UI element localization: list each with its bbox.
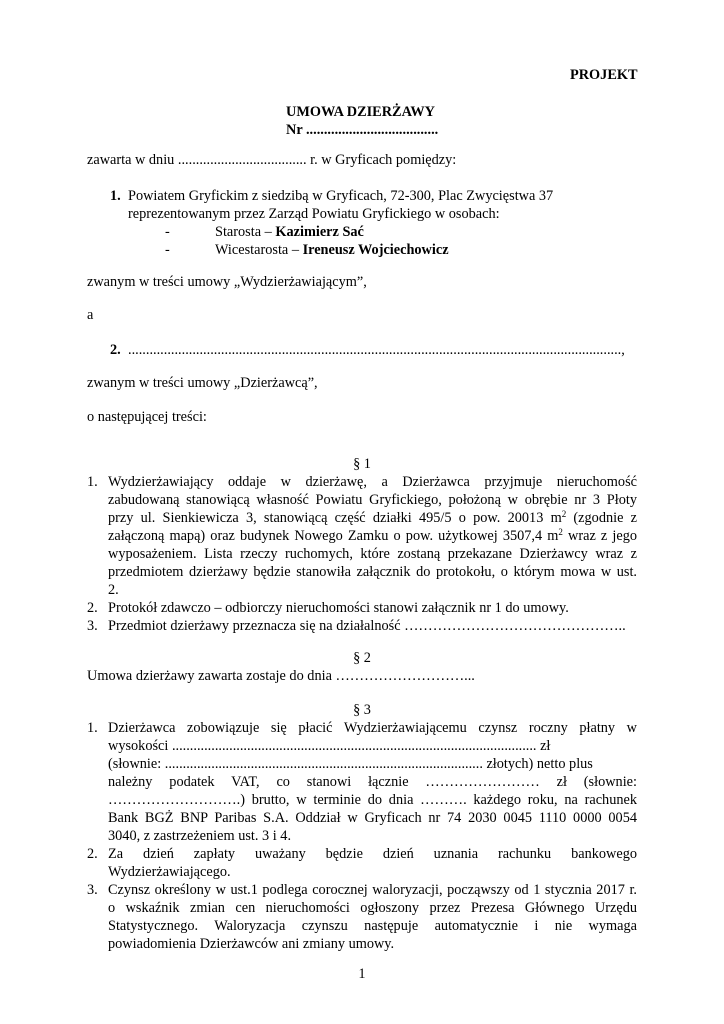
s3-p3-number: 3. bbox=[87, 882, 98, 898]
s1-p2-number: 2. bbox=[87, 600, 98, 616]
party2-number: 2. bbox=[110, 342, 121, 358]
dash-2: - bbox=[165, 242, 170, 258]
s3-p3-line2: o wskaźnik zmian cen nieruchomości ogłoszony przez Prezesa Głównego Urzędu bbox=[108, 900, 637, 916]
intro-line: zawarta w dniu .................................... r. w Gryficach pomiędzy: bbox=[87, 152, 457, 168]
s3-p2-line2: Wydzierżawiającego. bbox=[108, 864, 231, 880]
s1-p1-number: 1. bbox=[87, 474, 98, 490]
party2-blank-line: .........................................................................................................................................., bbox=[128, 342, 625, 358]
s3-p1-number: 1. bbox=[87, 720, 98, 736]
party1-line2: reprezentowanym przez Zarząd Powiatu Gryfickiego w osobach: bbox=[128, 206, 500, 222]
s3-p3-line1: Czynsz określony w ust.1 podlega corocznej waloryzacji, począwszy od 1 stycznia 2017 r. bbox=[108, 882, 637, 898]
section-3-title: § 3 bbox=[353, 702, 371, 718]
s3-p1-line5: ……………………….) brutto, w terminie do dnia ………. każdego roku, na rachunek bbox=[108, 792, 637, 808]
representative-wicestarosta: Wicestarosta – Ireneusz Wojciechowicz bbox=[215, 242, 449, 258]
s3-p1-line1: Dzierżawca zobowiązuje się płacić Wydzierżawiającemu czynsz roczny płatny w bbox=[108, 720, 637, 736]
page-number: 1 bbox=[358, 966, 366, 982]
s3-p2-number: 2. bbox=[87, 846, 98, 862]
s2-text: Umowa dzierżawy zawarta zostaje do dnia ………………………... bbox=[87, 668, 475, 684]
conjunction-a: a bbox=[87, 307, 94, 323]
document-title: UMOWA DZIERŻAWY bbox=[286, 104, 435, 120]
zwanym-dzierzawca: zwanym w treści umowy „Dzierżawcą”, bbox=[87, 375, 318, 391]
s3-p1-line3: (słownie: ......................................................................................... złotych) netto plus bbox=[108, 756, 593, 772]
s3-p1-line2: wysokości ...................................................................................................... zł bbox=[108, 738, 551, 754]
projekt-label: PROJEKT bbox=[570, 67, 638, 83]
zwanym-wydzierzawiajacym: zwanym w treści umowy „Wydzierżawiającym”, bbox=[87, 274, 367, 290]
s1-p3-number: 3. bbox=[87, 618, 98, 634]
party1-line1: Powiatem Gryfickim z siedzibą w Gryficach, 72-300, Plac Zwycięstwa 37 bbox=[128, 188, 554, 204]
s1-p1-line5: wyposażeniem. Lista rzeczy ruchomych, które zostaną przekazane Dzierżawcy wraz z bbox=[108, 546, 637, 562]
section-2-title: § 2 bbox=[353, 650, 371, 666]
s1-p1-line7: 2. bbox=[108, 582, 119, 598]
s3-p1-line4: należny podatek VAT, co stanowi łącznie …………………… zł (słownie: bbox=[108, 774, 637, 790]
s3-p3-line3: Statystycznego. Waloryzacja czynszu następuje automatycznie i nie wymaga bbox=[108, 918, 637, 934]
dash-1: - bbox=[165, 224, 170, 240]
s3-p2-line1: Za dzień zapłaty uważany będzie dzień uznania rachunku bankowego bbox=[108, 846, 637, 862]
contract-number: Nr ..................................... bbox=[286, 122, 439, 138]
s1-p1-line2: zabudowaną stanowiącą własność Powiatu Gryfickiego, położoną w obrębie nr 3 Płoty bbox=[108, 492, 637, 508]
party1-number: 1. bbox=[110, 188, 121, 204]
s3-p1-line7: 3040, z zastrzeżeniem ust. 3 i 4. bbox=[108, 828, 292, 844]
representative-starosta: Starosta – Kazimierz Sać bbox=[215, 224, 364, 240]
section-1-title: § 1 bbox=[353, 456, 371, 472]
s1-p3-text: Przedmiot dzierżawy przeznacza się na działalność ……………………………………….. bbox=[108, 618, 626, 634]
s3-p1-line6: Bank BGŻ BNP Paribas S.A. Oddział w Gryficach nr 74 2030 0045 1110 0000 0054 bbox=[108, 810, 637, 826]
s1-p1-line1: Wydzierżawiający oddaje w dzierżawę, a Dzierżawca przyjmuje nieruchomość bbox=[108, 474, 637, 490]
s1-p1-line4: załączoną mapą) oraz budynek Nowego Zamku o pow. użytkowej 3507,4 $m^2$ wraz z jego bbox=[108, 527, 637, 544]
s1-p1-line3: przy ul. Sienkiewicza 3, stanowiącą część działki 495/5 o pow. 20013 $m^2$ (zgodnie z bbox=[108, 509, 638, 526]
nastepujacej-tresci: o następującej treści: bbox=[87, 409, 207, 425]
s3-p3-line4: powiadomienia Dzierżawców ani zmiany umowy. bbox=[108, 936, 395, 952]
s1-p1-line6: przedmiotem dzierżawy będzie stanowiła załącznik do protokołu, o którym mowa w ust. bbox=[108, 564, 637, 580]
s1-p2-text: Protokół zdawczo – odbiorczy nieruchomości stanowi załącznik nr 1 do umowy. bbox=[108, 600, 569, 616]
